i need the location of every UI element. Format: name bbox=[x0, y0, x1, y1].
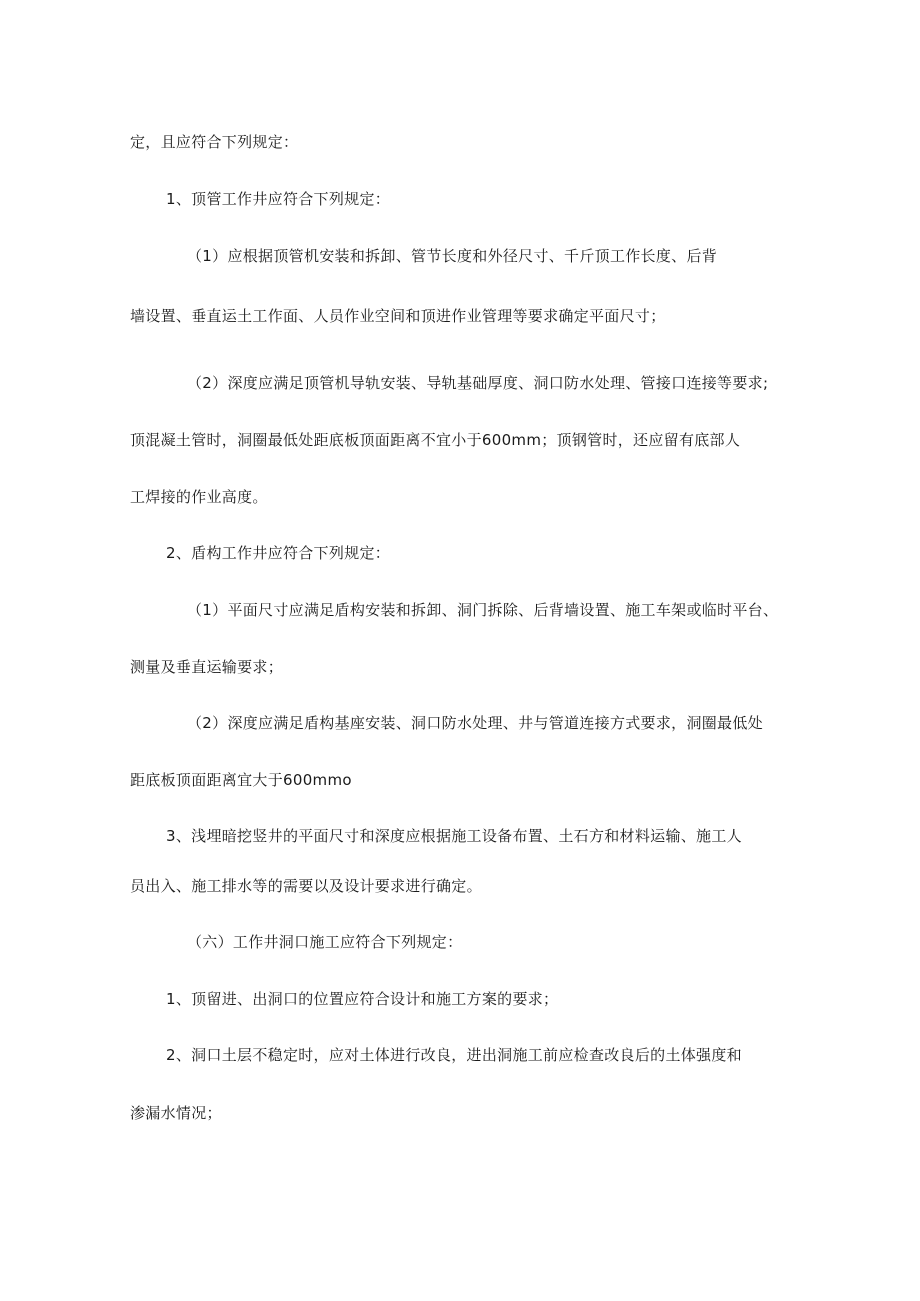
paragraph-line: 测量及垂直运输要求； bbox=[130, 658, 284, 676]
paragraph-line: 3、浅埋暗挖竖井的平面尺寸和深度应根据施工设备布置、土石方和材料运输、施工人 bbox=[166, 827, 742, 845]
paragraph-line: 1、顶管工作井应符合下列规定： bbox=[166, 190, 391, 208]
paragraph-line: （1）应根据顶管机安装和拆卸、管节长度和外径尺寸、千斤顶工作长度、后背 bbox=[187, 247, 718, 265]
paragraph-line: 2、盾构工作井应符合下列规定： bbox=[166, 544, 391, 562]
paragraph-line: 距底板顶面距离宜大于600mmo bbox=[130, 771, 352, 789]
paragraph-line: 1、顶留进、出洞口的位置应符合设计和施工方案的要求； bbox=[166, 990, 559, 1008]
paragraph-line: 墙设置、垂直运土工作面、人员作业空间和顶进作业管理等要求确定平面尺寸； bbox=[130, 307, 666, 325]
paragraph-line: （六）工作井洞口施工应符合下列规定： bbox=[187, 933, 463, 951]
paragraph-line: （2）深度应满足顶管机导轨安装、导轨基础厚度、洞口防水处理、管接口连接等要求; bbox=[187, 374, 769, 392]
paragraph-line: 员出入、施工排水等的需要以及设计要求进行确定。 bbox=[130, 877, 482, 895]
paragraph-line: （2）深度应满足盾构基座安装、洞口防水处理、井与管道连接方式要求，洞圈最低处 bbox=[187, 714, 763, 732]
paragraph-line: 2、洞口土层不稳定时，应对土体进行改良，进出洞施工前应检查改良后的土体强度和 bbox=[166, 1046, 742, 1064]
paragraph-line: 顶混凝土管时，洞圈最低处距底板顶面距离不宜小于600mm；顶钢管时，还应留有底部人 bbox=[130, 431, 741, 449]
paragraph-line: 渗漏水情况； bbox=[130, 1104, 222, 1122]
paragraph-line: （1）平面尺寸应满足盾构安装和拆卸、洞门拆除、后背墙设置、施工车架或临时平台、 bbox=[187, 601, 779, 619]
paragraph-line: 定，且应符合下列规定： bbox=[130, 133, 299, 151]
paragraph-line: 工焊接的作业高度。 bbox=[130, 488, 268, 506]
